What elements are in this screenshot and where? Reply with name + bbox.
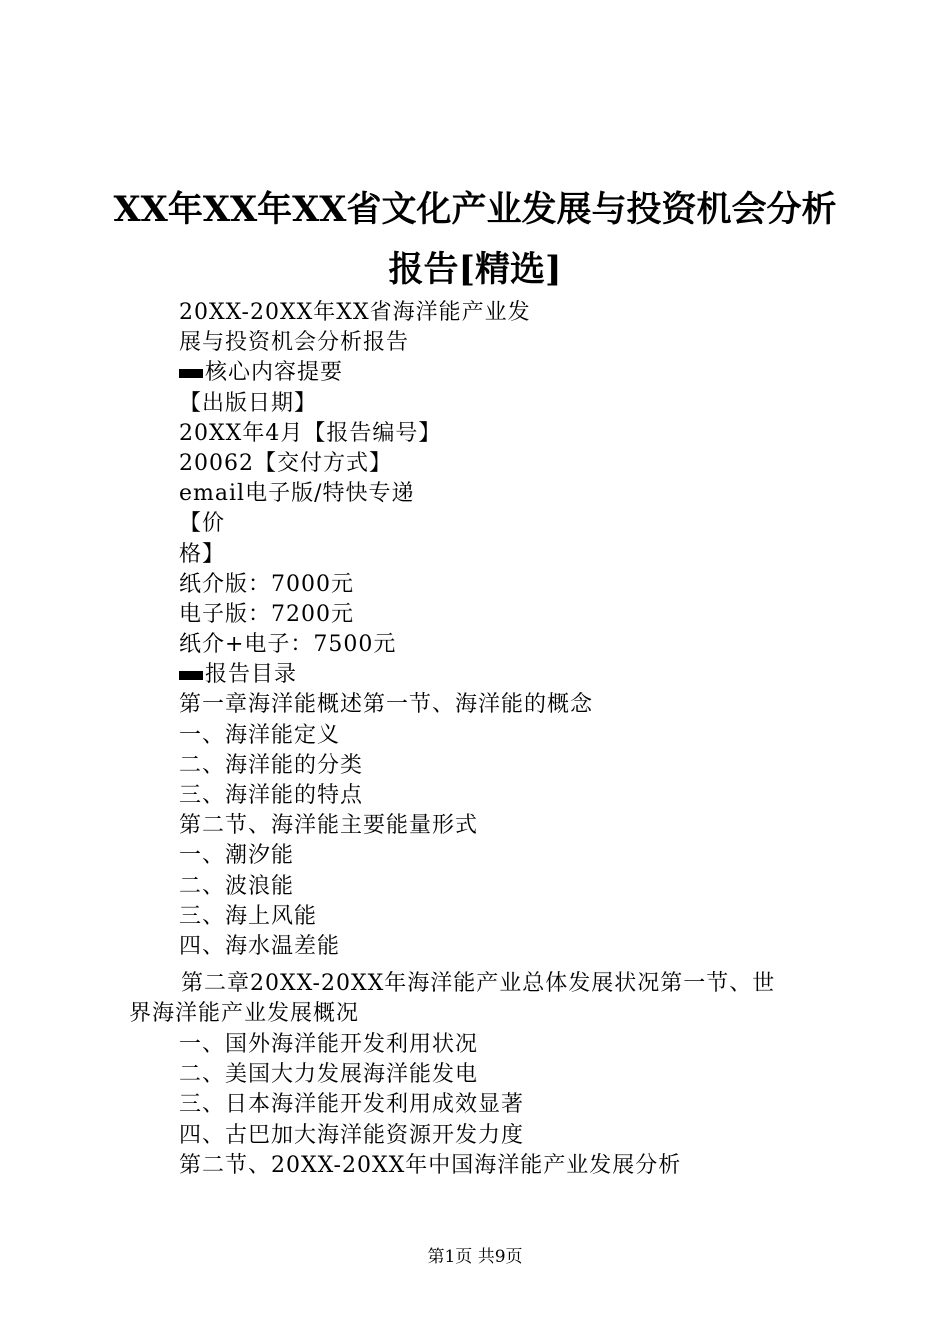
text-line: email电子版/特快专递 xyxy=(179,481,415,507)
section-heading-label: 核心内容提要 xyxy=(205,360,344,386)
text-line: 20062【交付方式】 xyxy=(179,450,392,476)
text-line: 格】 xyxy=(179,541,226,567)
price-line: 纸介+电子：7500元 xyxy=(179,632,397,658)
price-line: 纸介版：7000元 xyxy=(179,571,354,597)
text-line: 20XX-20XX年XX省海洋能产业发 xyxy=(179,300,531,325)
toc-line: 二、海洋能的分类 xyxy=(179,752,364,778)
text-line: 【价 xyxy=(179,511,226,537)
document-title-line-2: 报告[精选] xyxy=(388,249,562,290)
toc-line: 三、海上风能 xyxy=(179,903,318,929)
toc-line: 第二章20XX-20XX年海洋能产业总体发展状况第一节、世 xyxy=(181,971,776,996)
toc-paragraph-chapter-2 xyxy=(129,969,839,1029)
section-heading-toc xyxy=(179,660,839,690)
toc-line: 四、海水温差能 xyxy=(179,933,341,959)
toc-line: 第二节、20XX-20XX年中国海洋能产业发展分析 xyxy=(179,1152,682,1178)
price-line: 电子版：7200元 xyxy=(179,601,354,627)
text-line: 【出版日期】 xyxy=(179,390,318,416)
toc-line: 一、国外海洋能开发利用状况 xyxy=(179,1032,479,1057)
toc-line: 一、海洋能定义 xyxy=(179,722,341,748)
document-title-line-1: XX年XX年XX省文化产业发展与投资机会分析 xyxy=(113,189,837,230)
section-heading-summary xyxy=(179,358,839,388)
toc-line: 二、波浪能 xyxy=(179,873,295,899)
toc-line: 一、潮汐能 xyxy=(179,843,295,869)
toc-line: 二、美国大力发展海洋能发电 xyxy=(179,1062,479,1088)
section-heading-label: 报告目录 xyxy=(205,662,298,688)
toc-line: 第二节、海洋能主要能量形式 xyxy=(179,813,479,839)
black-bar-icon xyxy=(179,671,203,680)
toc-line: 三、日本海洋能开发利用成效显著 xyxy=(179,1092,525,1118)
toc-line: 三、海洋能的特点 xyxy=(179,783,364,808)
text-line: 20XX年4月【报告编号】 xyxy=(179,420,442,446)
toc-line: 四、古巴加大海洋能资源开发力度 xyxy=(179,1122,525,1148)
black-bar-icon xyxy=(179,369,203,378)
document-body-bottom xyxy=(179,1030,839,1181)
document-body-top xyxy=(179,298,839,962)
text-line: 展与投资机会分析报告 xyxy=(179,330,410,356)
toc-line: 界海洋能产业发展概况 xyxy=(129,1001,360,1027)
toc-line: 第一章海洋能概述第一节、海洋能的概念 xyxy=(179,692,594,718)
page-number-footer: 第1页 共9页 xyxy=(427,1247,523,1267)
